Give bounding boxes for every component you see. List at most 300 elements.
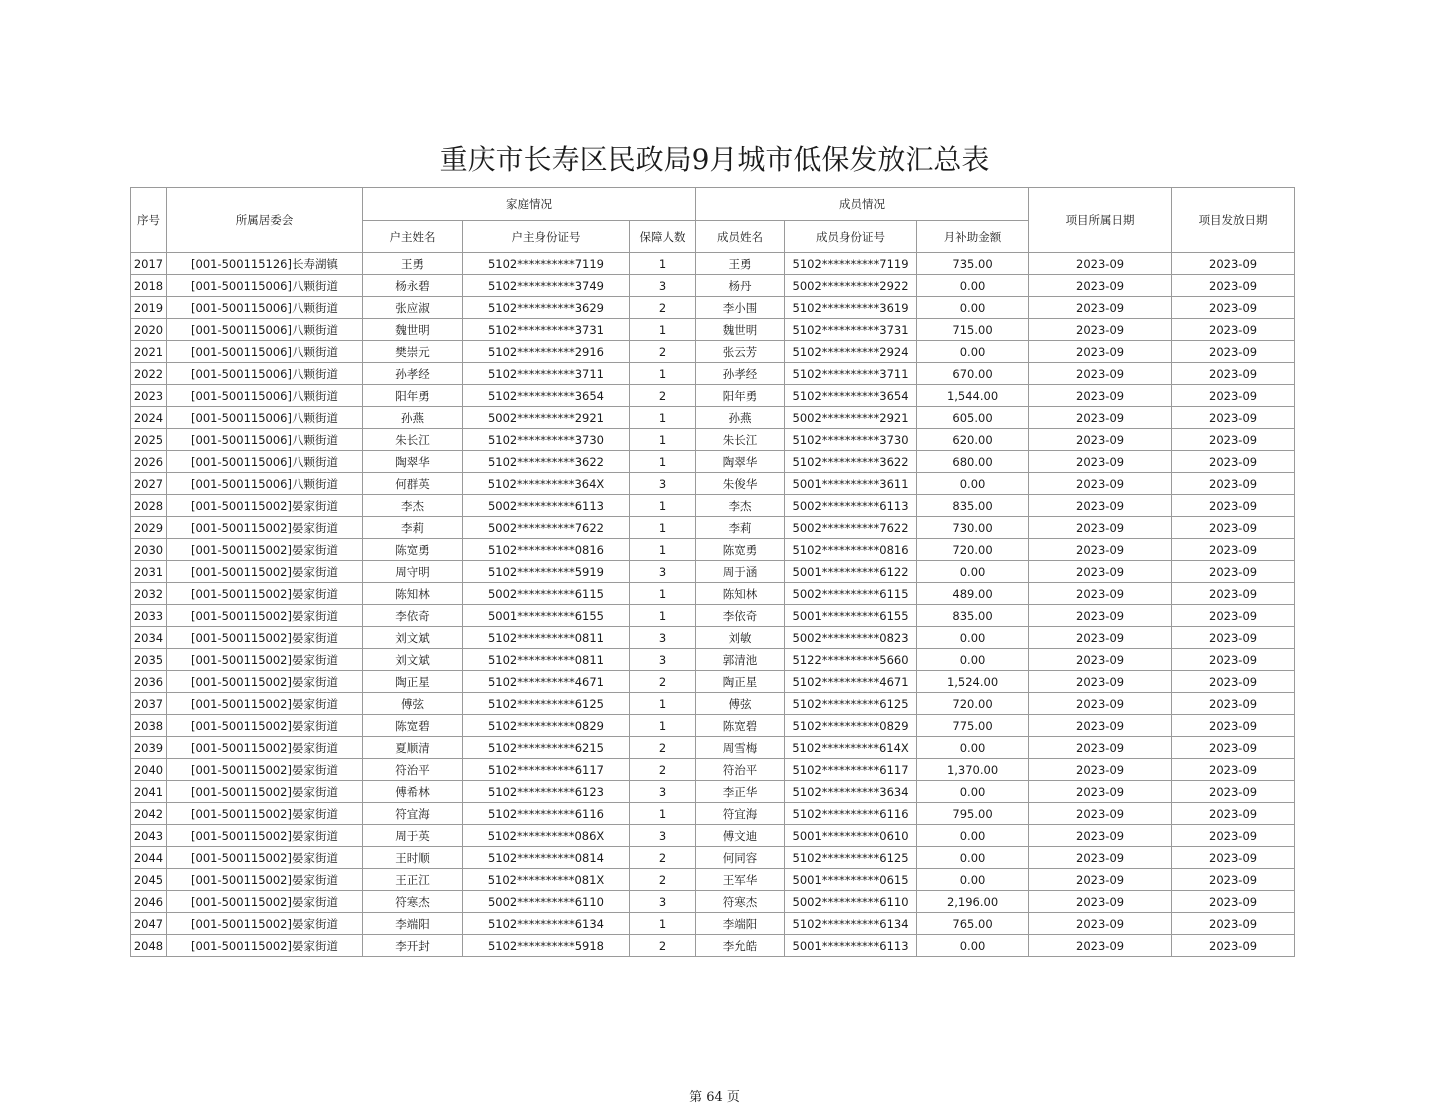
cell-project-date: 2023-09	[1029, 363, 1172, 385]
table-row	[131, 891, 1295, 913]
cell-member-name: 李莉	[696, 517, 785, 539]
header-amount: 月补助金额	[917, 221, 1029, 253]
cell-committee: [001-500115002]晏家街道	[167, 759, 363, 781]
cell-member-id: 5102**********0829	[785, 715, 917, 737]
cell-committee: [001-500115006]八颗街道	[167, 407, 363, 429]
table-row	[131, 561, 1295, 583]
cell-seq: 2018	[131, 275, 167, 297]
cell-project-date: 2023-09	[1029, 275, 1172, 297]
cell-head-id: 5102**********081X	[463, 869, 630, 891]
table-row	[131, 693, 1295, 715]
cell-people: 1	[630, 517, 696, 539]
cell-people: 2	[630, 759, 696, 781]
page-number: 第 64 页	[689, 1090, 740, 1105]
cell-head-name: 樊崇元	[363, 341, 463, 363]
cell-amount: 835.00	[917, 495, 1029, 517]
cell-seq: 2022	[131, 363, 167, 385]
cell-head-id: 5102**********6125	[463, 693, 630, 715]
cell-amount: 1,544.00	[917, 385, 1029, 407]
cell-head-id: 5102**********4671	[463, 671, 630, 693]
cell-issue-date: 2023-09	[1172, 935, 1295, 957]
cell-head-id: 5102**********6116	[463, 803, 630, 825]
cell-seq: 2028	[131, 495, 167, 517]
cell-member-id: 5102**********6116	[785, 803, 917, 825]
table-row	[131, 429, 1295, 451]
cell-committee: [001-500115002]晏家街道	[167, 561, 363, 583]
cell-issue-date: 2023-09	[1172, 451, 1295, 473]
cell-amount: 0.00	[917, 561, 1029, 583]
table-row	[131, 385, 1295, 407]
cell-head-name: 傅希林	[363, 781, 463, 803]
cell-member-id: 5002**********7622	[785, 517, 917, 539]
table-body	[131, 253, 1295, 957]
cell-amount: 730.00	[917, 517, 1029, 539]
table-row	[131, 605, 1295, 627]
cell-people: 1	[630, 451, 696, 473]
cell-member-name: 周于涵	[696, 561, 785, 583]
cell-issue-date: 2023-09	[1172, 341, 1295, 363]
cell-head-id: 5102**********5918	[463, 935, 630, 957]
cell-head-id: 5002**********6110	[463, 891, 630, 913]
cell-issue-date: 2023-09	[1172, 407, 1295, 429]
table-row	[131, 275, 1295, 297]
cell-issue-date: 2023-09	[1172, 319, 1295, 341]
cell-head-id: 5102**********5919	[463, 561, 630, 583]
cell-head-id: 5102**********6215	[463, 737, 630, 759]
cell-people: 3	[630, 781, 696, 803]
cell-project-date: 2023-09	[1029, 561, 1172, 583]
cell-issue-date: 2023-09	[1172, 473, 1295, 495]
cell-member-id: 5102**********7119	[785, 253, 917, 275]
cell-member-name: 李杰	[696, 495, 785, 517]
cell-people: 2	[630, 869, 696, 891]
cell-head-id: 5001**********6155	[463, 605, 630, 627]
cell-amount: 720.00	[917, 539, 1029, 561]
table-row	[131, 253, 1295, 275]
cell-committee: [001-500115002]晏家街道	[167, 649, 363, 671]
header-family-group: 家庭情况	[363, 188, 696, 221]
cell-issue-date: 2023-09	[1172, 561, 1295, 583]
table-row	[131, 407, 1295, 429]
header-project-date: 项目所属日期	[1029, 188, 1172, 253]
cell-project-date: 2023-09	[1029, 935, 1172, 957]
table-row	[131, 319, 1295, 341]
cell-member-id: 5102**********6134	[785, 913, 917, 935]
cell-people: 1	[630, 363, 696, 385]
cell-committee: [001-500115006]八颗街道	[167, 429, 363, 451]
cell-head-id: 5102**********0814	[463, 847, 630, 869]
table-row	[131, 847, 1295, 869]
cell-member-name: 阳年勇	[696, 385, 785, 407]
cell-head-id: 5002**********6115	[463, 583, 630, 605]
cell-issue-date: 2023-09	[1172, 693, 1295, 715]
cell-people: 2	[630, 935, 696, 957]
cell-committee: [001-500115002]晏家街道	[167, 891, 363, 913]
cell-member-id: 5001**********3611	[785, 473, 917, 495]
cell-committee: [001-500115006]八颗街道	[167, 385, 363, 407]
table-row	[131, 913, 1295, 935]
cell-seq: 2017	[131, 253, 167, 275]
cell-people: 3	[630, 473, 696, 495]
cell-seq: 2030	[131, 539, 167, 561]
cell-issue-date: 2023-09	[1172, 649, 1295, 671]
cell-committee: [001-500115006]八颗街道	[167, 473, 363, 495]
cell-member-name: 朱长江	[696, 429, 785, 451]
cell-seq: 2023	[131, 385, 167, 407]
cell-people: 1	[630, 913, 696, 935]
cell-project-date: 2023-09	[1029, 737, 1172, 759]
cell-seq: 2033	[131, 605, 167, 627]
cell-project-date: 2023-09	[1029, 781, 1172, 803]
header-member-group: 成员情况	[696, 188, 1029, 221]
table-row	[131, 297, 1295, 319]
cell-member-name: 王军华	[696, 869, 785, 891]
cell-committee: [001-500115002]晏家街道	[167, 583, 363, 605]
cell-member-id: 5102**********614X	[785, 737, 917, 759]
cell-amount: 775.00	[917, 715, 1029, 737]
cell-member-id: 5122**********5660	[785, 649, 917, 671]
cell-issue-date: 2023-09	[1172, 495, 1295, 517]
cell-people: 2	[630, 671, 696, 693]
cell-member-name: 王勇	[696, 253, 785, 275]
cell-people: 1	[630, 253, 696, 275]
cell-head-name: 陈知林	[363, 583, 463, 605]
cell-committee: [001-500115002]晏家街道	[167, 605, 363, 627]
cell-member-name: 张云芳	[696, 341, 785, 363]
cell-committee: [001-500115006]八颗街道	[167, 319, 363, 341]
cell-member-id: 5001**********6122	[785, 561, 917, 583]
cell-member-id: 5102**********3619	[785, 297, 917, 319]
cell-member-id: 5002**********0823	[785, 627, 917, 649]
cell-head-id: 5002**********6113	[463, 495, 630, 517]
cell-head-id: 5102**********7119	[463, 253, 630, 275]
cell-issue-date: 2023-09	[1172, 297, 1295, 319]
cell-head-id: 5102**********0829	[463, 715, 630, 737]
cell-seq: 2025	[131, 429, 167, 451]
cell-head-name: 夏顺清	[363, 737, 463, 759]
table-row	[131, 715, 1295, 737]
cell-amount: 620.00	[917, 429, 1029, 451]
cell-issue-date: 2023-09	[1172, 759, 1295, 781]
cell-issue-date: 2023-09	[1172, 583, 1295, 605]
cell-member-id: 5002**********6115	[785, 583, 917, 605]
cell-people: 1	[630, 803, 696, 825]
table-row	[131, 671, 1295, 693]
cell-head-name: 阳年勇	[363, 385, 463, 407]
cell-committee: [001-500115002]晏家街道	[167, 803, 363, 825]
header-issue-date: 项目发放日期	[1172, 188, 1295, 253]
cell-issue-date: 2023-09	[1172, 671, 1295, 693]
cell-people: 2	[630, 847, 696, 869]
cell-head-name: 李依奇	[363, 605, 463, 627]
cell-head-name: 李端阳	[363, 913, 463, 935]
cell-people: 3	[630, 825, 696, 847]
cell-people: 1	[630, 495, 696, 517]
cell-amount: 795.00	[917, 803, 1029, 825]
cell-amount: 835.00	[917, 605, 1029, 627]
cell-seq: 2019	[131, 297, 167, 319]
table-row	[131, 451, 1295, 473]
header-head-name: 户主姓名	[363, 221, 463, 253]
cell-project-date: 2023-09	[1029, 495, 1172, 517]
cell-amount: 1,370.00	[917, 759, 1029, 781]
cell-committee: [001-500115002]晏家街道	[167, 825, 363, 847]
cell-seq: 2040	[131, 759, 167, 781]
cell-member-id: 5102**********4671	[785, 671, 917, 693]
cell-issue-date: 2023-09	[1172, 385, 1295, 407]
cell-member-name: 刘敏	[696, 627, 785, 649]
cell-project-date: 2023-09	[1029, 407, 1172, 429]
cell-project-date: 2023-09	[1029, 583, 1172, 605]
cell-seq: 2027	[131, 473, 167, 495]
table-row	[131, 803, 1295, 825]
cell-head-id: 5102**********0816	[463, 539, 630, 561]
cell-member-name: 李端阳	[696, 913, 785, 935]
cell-member-id: 5102**********3654	[785, 385, 917, 407]
cell-member-id: 5002**********6113	[785, 495, 917, 517]
cell-people: 1	[630, 583, 696, 605]
cell-member-id: 5102**********3711	[785, 363, 917, 385]
cell-committee: [001-500115006]八颗街道	[167, 451, 363, 473]
cell-seq: 2042	[131, 803, 167, 825]
header-people: 保障人数	[630, 221, 696, 253]
cell-project-date: 2023-09	[1029, 671, 1172, 693]
cell-people: 1	[630, 539, 696, 561]
cell-issue-date: 2023-09	[1172, 363, 1295, 385]
table-row	[131, 649, 1295, 671]
cell-amount: 0.00	[917, 627, 1029, 649]
cell-people: 2	[630, 737, 696, 759]
cell-member-name: 陈宽碧	[696, 715, 785, 737]
cell-member-id: 5102**********2924	[785, 341, 917, 363]
cell-issue-date: 2023-09	[1172, 847, 1295, 869]
cell-head-name: 杨永碧	[363, 275, 463, 297]
cell-amount: 0.00	[917, 825, 1029, 847]
cell-seq: 2035	[131, 649, 167, 671]
table-row	[131, 869, 1295, 891]
cell-project-date: 2023-09	[1029, 693, 1172, 715]
cell-amount: 489.00	[917, 583, 1029, 605]
cell-amount: 0.00	[917, 781, 1029, 803]
cell-seq: 2034	[131, 627, 167, 649]
cell-people: 2	[630, 297, 696, 319]
cell-committee: [001-500115002]晏家街道	[167, 627, 363, 649]
header-head-id: 户主身份证号	[463, 221, 630, 253]
cell-issue-date: 2023-09	[1172, 781, 1295, 803]
cell-member-id: 5001**********6155	[785, 605, 917, 627]
cell-member-id: 5001**********0615	[785, 869, 917, 891]
cell-project-date: 2023-09	[1029, 825, 1172, 847]
cell-committee: [001-500115002]晏家街道	[167, 671, 363, 693]
cell-project-date: 2023-09	[1029, 759, 1172, 781]
cell-head-name: 周于英	[363, 825, 463, 847]
cell-people: 1	[630, 693, 696, 715]
cell-head-name: 张应淑	[363, 297, 463, 319]
cell-issue-date: 2023-09	[1172, 253, 1295, 275]
cell-committee: [001-500115002]晏家街道	[167, 913, 363, 935]
table-row	[131, 363, 1295, 385]
cell-seq: 2046	[131, 891, 167, 913]
cell-head-name: 魏世明	[363, 319, 463, 341]
cell-amount: 765.00	[917, 913, 1029, 935]
cell-issue-date: 2023-09	[1172, 891, 1295, 913]
cell-member-name: 杨丹	[696, 275, 785, 297]
cell-project-date: 2023-09	[1029, 649, 1172, 671]
cell-people: 3	[630, 891, 696, 913]
cell-member-name: 傅文迪	[696, 825, 785, 847]
cell-seq: 2045	[131, 869, 167, 891]
cell-project-date: 2023-09	[1029, 715, 1172, 737]
cell-amount: 720.00	[917, 693, 1029, 715]
cell-seq: 2020	[131, 319, 167, 341]
cell-head-name: 李杰	[363, 495, 463, 517]
cell-head-id: 5002**********2921	[463, 407, 630, 429]
table-row	[131, 825, 1295, 847]
cell-people: 3	[630, 627, 696, 649]
cell-head-name: 王时顺	[363, 847, 463, 869]
cell-member-name: 陶翠华	[696, 451, 785, 473]
cell-seq: 2043	[131, 825, 167, 847]
header-member-name: 成员姓名	[696, 221, 785, 253]
cell-member-id: 5002**********2922	[785, 275, 917, 297]
table-row	[131, 539, 1295, 561]
cell-seq: 2021	[131, 341, 167, 363]
cell-people: 1	[630, 429, 696, 451]
cell-head-name: 符宜海	[363, 803, 463, 825]
cell-head-id: 5102**********0811	[463, 649, 630, 671]
cell-people: 2	[630, 385, 696, 407]
cell-issue-date: 2023-09	[1172, 275, 1295, 297]
cell-seq: 2036	[131, 671, 167, 693]
cell-member-id: 5102**********6125	[785, 693, 917, 715]
cell-committee: [001-500115002]晏家街道	[167, 781, 363, 803]
cell-member-id: 5102**********6117	[785, 759, 917, 781]
cell-member-name: 李允皓	[696, 935, 785, 957]
cell-seq: 2031	[131, 561, 167, 583]
cell-committee: [001-500115002]晏家街道	[167, 517, 363, 539]
cell-head-name: 陈宽勇	[363, 539, 463, 561]
cell-project-date: 2023-09	[1029, 341, 1172, 363]
cell-head-id: 5102**********086X	[463, 825, 630, 847]
cell-issue-date: 2023-09	[1172, 429, 1295, 451]
cell-head-id: 5102**********3731	[463, 319, 630, 341]
table-row	[131, 627, 1295, 649]
cell-committee: [001-500115002]晏家街道	[167, 737, 363, 759]
cell-people: 3	[630, 561, 696, 583]
cell-member-name: 孙孝经	[696, 363, 785, 385]
cell-member-name: 李正华	[696, 781, 785, 803]
cell-head-name: 孙燕	[363, 407, 463, 429]
cell-head-name: 符寒杰	[363, 891, 463, 913]
cell-project-date: 2023-09	[1029, 605, 1172, 627]
cell-committee: [001-500115002]晏家街道	[167, 847, 363, 869]
cell-member-name: 李小围	[696, 297, 785, 319]
cell-issue-date: 2023-09	[1172, 825, 1295, 847]
cell-amount: 0.00	[917, 649, 1029, 671]
cell-seq: 2048	[131, 935, 167, 957]
cell-project-date: 2023-09	[1029, 517, 1172, 539]
cell-head-id: 5102**********6123	[463, 781, 630, 803]
cell-member-name: 符宜海	[696, 803, 785, 825]
cell-head-name: 刘文斌	[363, 649, 463, 671]
cell-head-id: 5102**********3654	[463, 385, 630, 407]
cell-issue-date: 2023-09	[1172, 715, 1295, 737]
cell-member-id: 5102**********3622	[785, 451, 917, 473]
cell-project-date: 2023-09	[1029, 891, 1172, 913]
cell-head-id: 5102**********2916	[463, 341, 630, 363]
cell-amount: 605.00	[917, 407, 1029, 429]
cell-member-id: 5001**********6113	[785, 935, 917, 957]
cell-head-name: 刘文斌	[363, 627, 463, 649]
cell-member-name: 符寒杰	[696, 891, 785, 913]
cell-head-name: 王正江	[363, 869, 463, 891]
table-row	[131, 473, 1295, 495]
cell-member-name: 何同容	[696, 847, 785, 869]
cell-amount: 0.00	[917, 847, 1029, 869]
cell-seq: 2037	[131, 693, 167, 715]
cell-project-date: 2023-09	[1029, 297, 1172, 319]
cell-member-id: 5102**********3730	[785, 429, 917, 451]
cell-seq: 2038	[131, 715, 167, 737]
cell-project-date: 2023-09	[1029, 803, 1172, 825]
table-row	[131, 341, 1295, 363]
cell-project-date: 2023-09	[1029, 385, 1172, 407]
cell-head-id: 5102**********6134	[463, 913, 630, 935]
cell-amount: 2,196.00	[917, 891, 1029, 913]
cell-member-id: 5102**********3731	[785, 319, 917, 341]
table-row	[131, 583, 1295, 605]
cell-amount: 0.00	[917, 935, 1029, 957]
cell-project-date: 2023-09	[1029, 451, 1172, 473]
cell-head-id: 5102**********3629	[463, 297, 630, 319]
table-row	[131, 495, 1295, 517]
cell-committee: [001-500115126]长寿湖镇	[167, 253, 363, 275]
cell-people: 1	[630, 319, 696, 341]
cell-project-date: 2023-09	[1029, 539, 1172, 561]
cell-member-name: 陶正星	[696, 671, 785, 693]
cell-amount: 0.00	[917, 341, 1029, 363]
cell-member-id: 5002**********6110	[785, 891, 917, 913]
cell-amount: 0.00	[917, 869, 1029, 891]
cell-seq: 2032	[131, 583, 167, 605]
cell-seq: 2041	[131, 781, 167, 803]
cell-seq: 2024	[131, 407, 167, 429]
cell-head-id: 5102**********3622	[463, 451, 630, 473]
cell-seq: 2039	[131, 737, 167, 759]
cell-issue-date: 2023-09	[1172, 627, 1295, 649]
cell-seq: 2029	[131, 517, 167, 539]
cell-committee: [001-500115002]晏家街道	[167, 495, 363, 517]
cell-head-id: 5102**********3711	[463, 363, 630, 385]
cell-member-name: 魏世明	[696, 319, 785, 341]
cell-head-name: 陶正星	[363, 671, 463, 693]
cell-issue-date: 2023-09	[1172, 913, 1295, 935]
cell-project-date: 2023-09	[1029, 847, 1172, 869]
cell-member-name: 李依奇	[696, 605, 785, 627]
header-member-id: 成员身份证号	[785, 221, 917, 253]
cell-head-id: 5102**********6117	[463, 759, 630, 781]
cell-project-date: 2023-09	[1029, 869, 1172, 891]
cell-head-name: 李莉	[363, 517, 463, 539]
cell-committee: [001-500115002]晏家街道	[167, 715, 363, 737]
cell-amount: 715.00	[917, 319, 1029, 341]
cell-committee: [001-500115006]八颗街道	[167, 297, 363, 319]
cell-head-name: 何群英	[363, 473, 463, 495]
cell-committee: [001-500115006]八颗街道	[167, 363, 363, 385]
cell-head-id: 5102**********364X	[463, 473, 630, 495]
cell-head-id: 5102**********3749	[463, 275, 630, 297]
cell-seq: 2026	[131, 451, 167, 473]
